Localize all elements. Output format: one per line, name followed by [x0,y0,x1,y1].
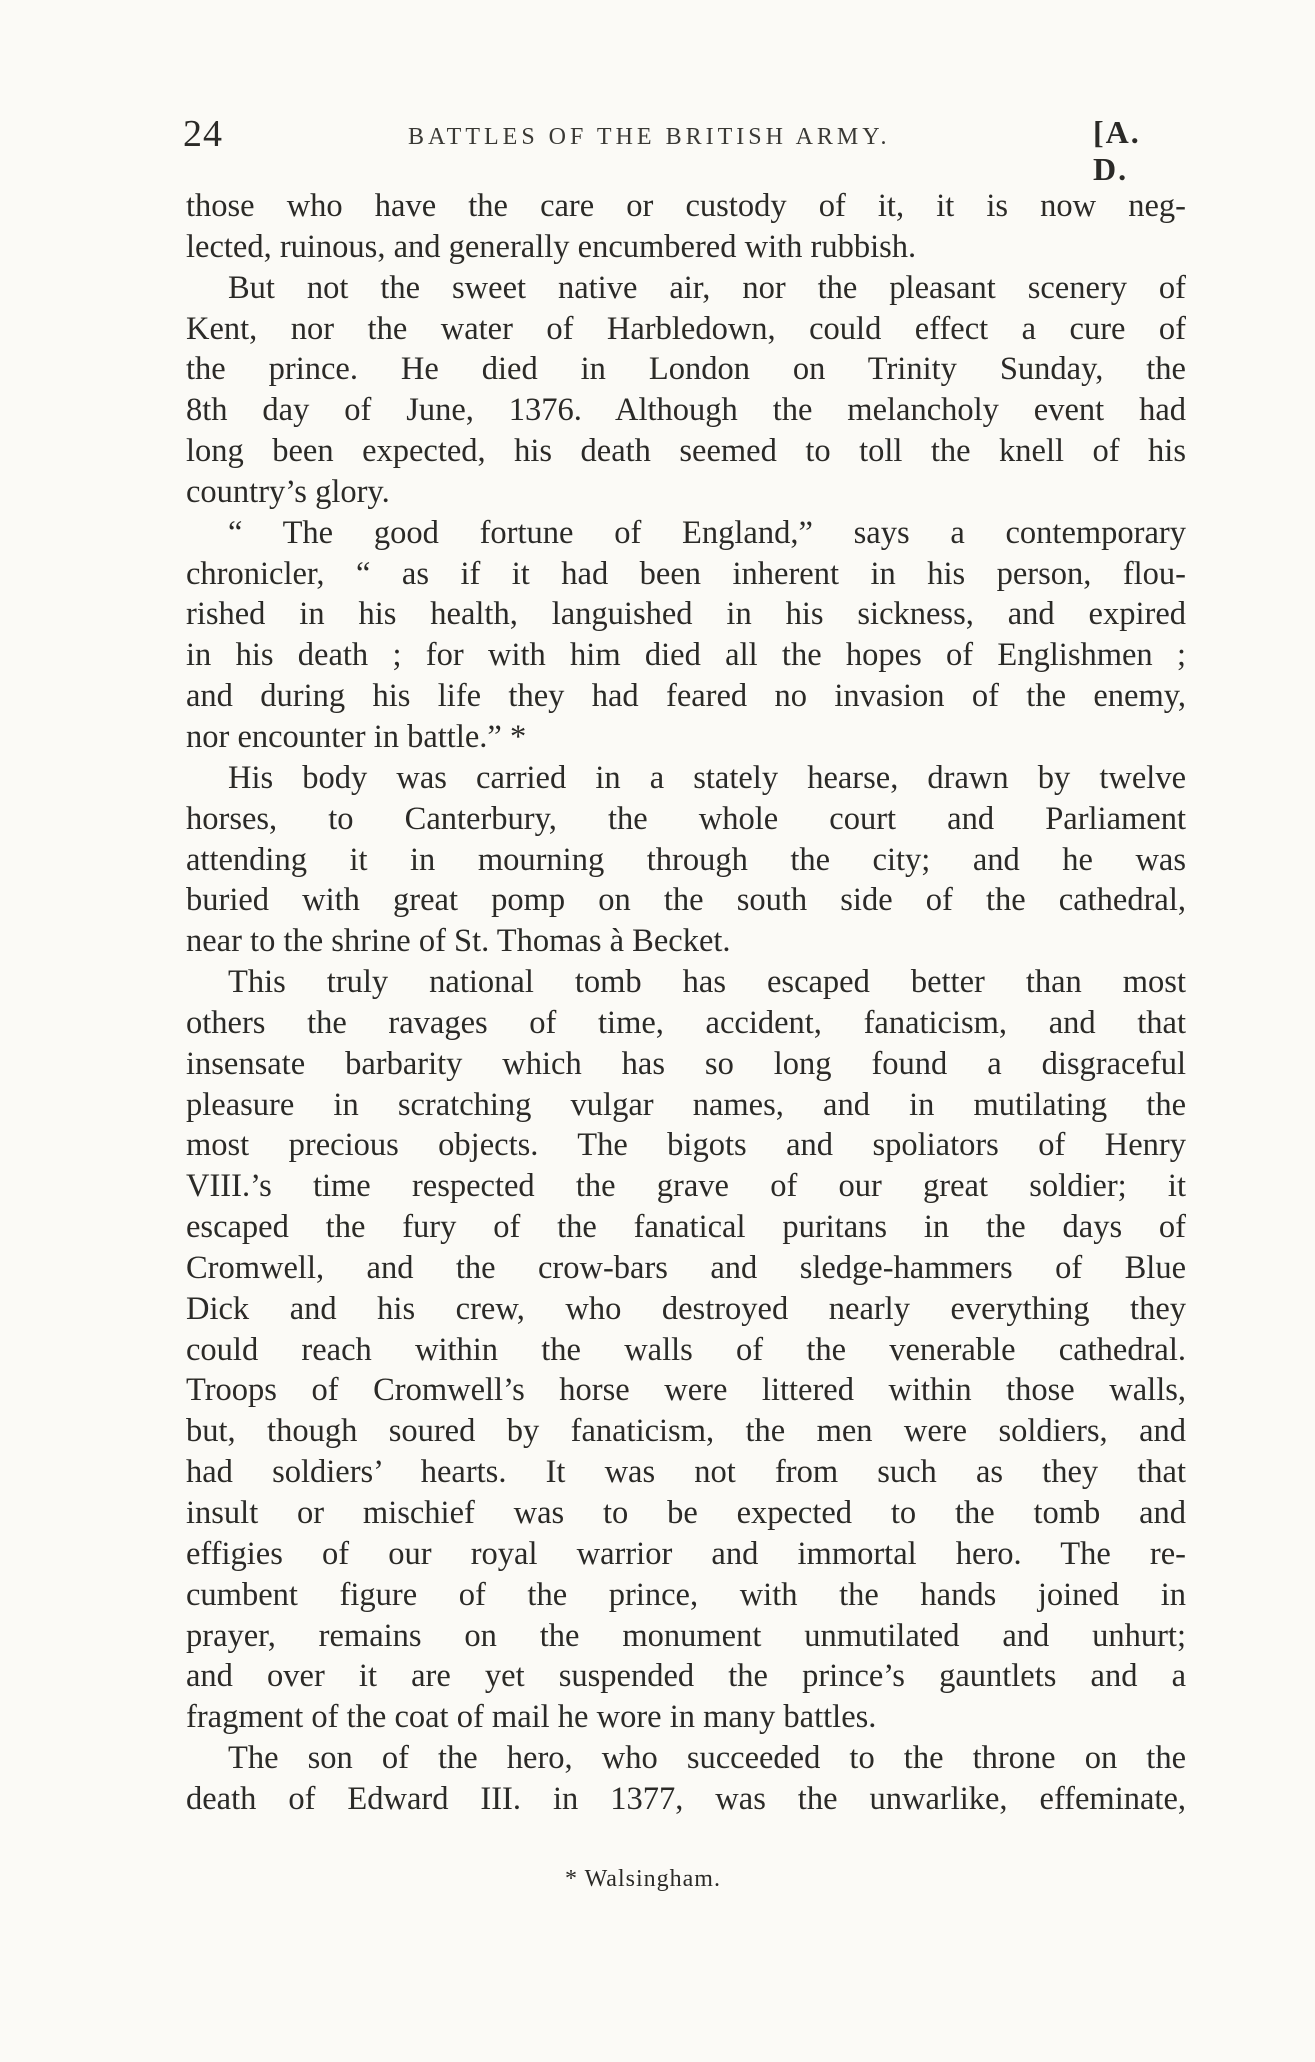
text-line: But not the sweet native air, nor the pleasant scenery of [228,269,1186,306]
text-line: effigies of our royal warrior and immortal hero. The re- [186,1535,1186,1572]
text-line: cumbent figure of the prince, with the hands joined in [186,1576,1186,1613]
page-number: 24 [183,113,223,155]
running-title: BATTLES OF THE BRITISH ARMY. [408,124,891,150]
text-line: This truly national tomb has escaped better than most [228,964,1186,1001]
text-line: Troops of Cromwell’s horse were littered within those walls, [186,1372,1186,1409]
text-line: the prince. He died in London on Trinity Sunday, the [186,351,1186,388]
body-text [186,186,1186,1820]
footnote: * Walsingham. [565,1866,721,1892]
text-line: most precious objects. The bigots and spoliators of Henry [186,1127,1186,1164]
text-line: horses, to Canterbury, the whole court and Parliament [186,800,1186,837]
text-line: insensate barbarity which has so long found a disgraceful [186,1045,1186,1082]
text-line: death of Edward III. in 1377, was the unwarlike, effeminate, [186,1780,1186,1817]
text-line: Kent, nor the water of Harbledown, could effect a cure of [186,310,1186,347]
text-line: attending it in mourning through the city; and he was [186,841,1186,878]
text-line: and over it are yet suspended the prince’s gauntlets and a [186,1658,1186,1695]
text-line: Dick and his crew, who destroyed nearly everything they [186,1290,1186,1327]
text-line: others the ravages of time, accident, fanaticism, and that [186,1004,1186,1041]
text-line: buried with great pomp on the south side of the cathedral, [186,882,1186,919]
text-line: but, though soured by fanaticism, the men were soldiers, and [186,1413,1186,1450]
text-line: long been expected, his death seemed to toll the knell of his [186,433,1186,470]
text-line: fragment of the coat of mail he wore in many battles. [186,1699,877,1736]
page-header [183,112,1183,187]
text-line: lected, ruinous, and generally encumbered with rubbish. [186,228,917,265]
text-line: The son of the hero, who succeeded to the throne on the [228,1740,1186,1777]
running-date-marker: [A. D. [1093,114,1141,187]
text-line: had soldiers’ hearts. It was not from such as they that [186,1454,1186,1491]
text-line: could reach within the walls of the venerable cathedral. [186,1331,1186,1368]
text-line: nor encounter in battle.” * [186,718,527,755]
text-line: Cromwell, and the crow-bars and sledge-hammers of Blue [186,1249,1186,1286]
text-line: country’s glory. [186,473,390,510]
text-line: His body was carried in a stately hearse, drawn by twelve [228,759,1186,796]
text-line: “ The good fortune of England,” says a contemporary [228,514,1186,551]
text-line: near to the shrine of St. Thomas à Becket. [186,923,731,960]
text-line: those who have the care or custody of it, it is now neg- [186,188,1186,224]
text-line: insult or mischief was to be expected to the tomb and [186,1495,1186,1531]
text-line: chronicler, “ as if it had been inherent in his person, flou- [186,555,1186,592]
text-line: escaped the fury of the fanatical puritans in the days of [186,1209,1186,1246]
text-line: pleasure in scratching vulgar names, and in mutilating the [186,1086,1186,1123]
text-line: and during his life they had feared no invasion of the enemy, [186,678,1186,715]
text-line: prayer, remains on the monument unmutilated and unhurt; [186,1617,1186,1654]
text-line: VIII.’s time respected the grave of our great soldier; it [186,1168,1186,1205]
text-line: rished in his health, languished in his sickness, and expired [186,596,1186,633]
text-line: 8th day of June, 1376. Although the melancholy event had [186,392,1186,429]
text-line: in his death ; for with him died all the hopes of Englishmen ; [186,637,1186,674]
